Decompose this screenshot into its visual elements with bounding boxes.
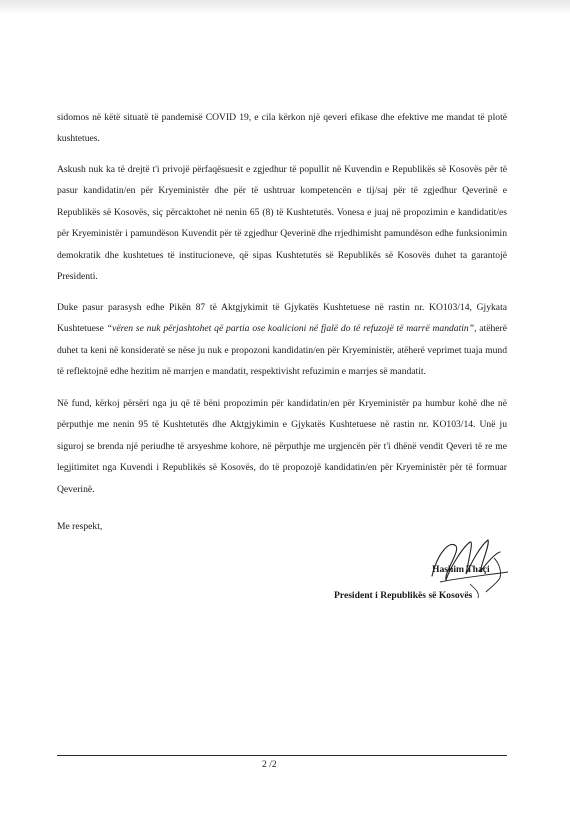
- paragraph-1: [57, 107, 507, 150]
- footer-divider: [57, 755, 507, 756]
- paragraph-text: Askush nuk ka të drejtë t'i privojë përfaqësuesit e zgjedhur të popullit në Kuvendin e Republikës së Kosovës për të pasur kandidatin/en për Kryeministër dhe për të ushtruar kompetencën e tij/saj për të zgjedhur Qeverinë e Republikës së Kosovës, siç përcaktohet në nenin 65 (8) të Kushtetutës. Vonesa e juaj në propozimin e kandidatit/es për Kryeministër i pamundëson Kuvendit për të zgjedhur Qeverinë dhe rrjedhimisht pamundëson edhe funksionimin demokratik dhe kushtetues të institucioneve, që sipas Kushtetutës së Republikës së Kosovës duhet ta garantojë Presidenti.: [57, 164, 507, 283]
- quoted-court-text: “vëren se nuk përjashtohet që partia ose koalicioni në fjalë do të refuzojë të marrë mandatin”: [106, 323, 475, 335]
- paragraph-text: Në fund, kërkoj përsëri nga ju që të bëni propozimin për kandidatin/en për Kryeministër pa humbur kohë dhe në përputhje me nenin 95 të Kushtetutës dhe Aktgjykimin e Gjykatës Kushtetuese në rastin nr. KO103/14. Unë ju siguroj se brenda një periudhe të arsyeshme kohore, në përputhje me urgjencën për t'i dhënë vendit Qeveri të re me legjitimitet nga Kuvendi i Republikës së Kosovës, do të propozojë kandidatin/en për Kryeministër për të formuar Qeverinë.: [57, 398, 507, 495]
- paragraph-3: [57, 297, 507, 383]
- closing-salutation: Me respekt,: [57, 521, 103, 532]
- signer-title: President i Republikës së Kosovës: [334, 590, 473, 601]
- page-number: 2 /2: [262, 759, 277, 770]
- scan-edge-shadow: [0, 0, 570, 14]
- paragraph-text: sidomos në këtë situatë të pandemisë COVID 19, e cila kërkon një qeveri efikase dhe efektive me mandat të plotë kushtetues.: [57, 112, 507, 145]
- paragraph-2: [57, 159, 507, 287]
- paragraph-4: [57, 393, 507, 500]
- signer-name: Hashim Thaçi: [432, 564, 490, 575]
- paragraph-text: Duke pasur parasysh edhe Pikën 87 të Aktgjykimit të Gjykatës Kushtetuese në rastin nr. KO103/14, Gjykata Kushtetuese: [57, 302, 507, 335]
- paragraph-text: , atëherë duhet ta keni në konsideratë se nëse ju nuk e propozoni kandidatin/en për Kryeministër, atëherë veprimet tuaja mund të reflektojnë edhe hezitim në marrjen e mandatit, respektivisht refuzimin e marrjes së mandatit.: [57, 323, 507, 378]
